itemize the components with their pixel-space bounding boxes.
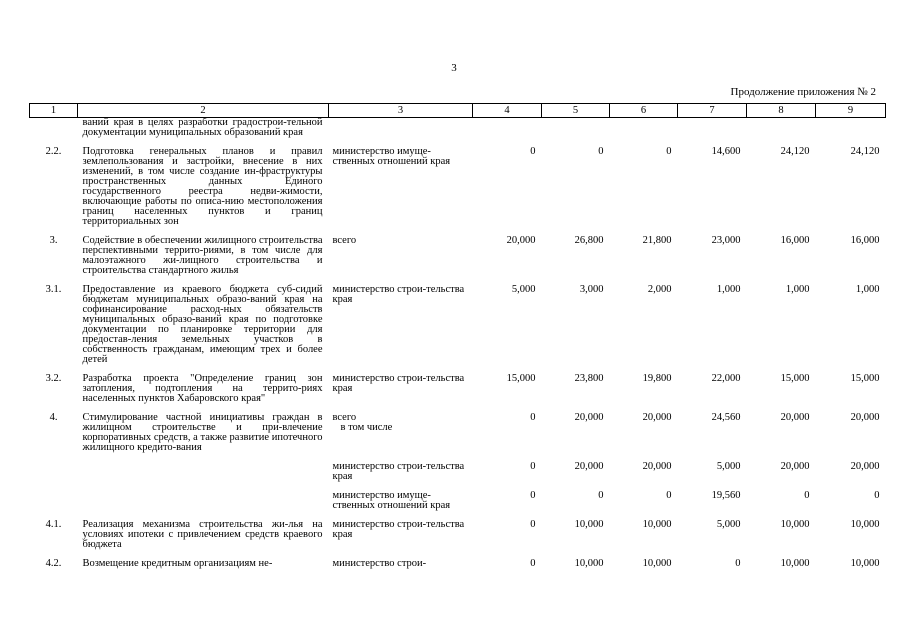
- value-cell: 20,000: [850, 461, 880, 472]
- value-cell: 10,000: [780, 558, 810, 569]
- table-row: [30, 227, 886, 276]
- row-description: Подготовка генеральных планов и правил землепользования и застройки, внесение в них изменений, в том числе создание ин-фраструктуры пространственных данных Единого государственного реестра недви-жимости, включающие работы по описа-нию местоположения границ населенных пунктов и границ территориальных зон: [82, 146, 323, 227]
- value-cell: 20,000: [506, 235, 536, 246]
- row-index: 4.2.: [45, 558, 62, 569]
- value-cell: 24,120: [780, 146, 810, 157]
- value-cell: 23,000: [711, 235, 741, 246]
- row-executor: [329, 511, 473, 550]
- value-cell: 5,000: [511, 284, 536, 295]
- value-cell: 5,000: [716, 519, 741, 530]
- value-cell: 0: [804, 490, 810, 501]
- table-row: [30, 365, 886, 404]
- value-cell: 0: [530, 412, 536, 423]
- value-cell: 20,000: [574, 412, 604, 423]
- value-cell: 16,000: [850, 235, 880, 246]
- value-cell: 14,600: [711, 146, 741, 157]
- executor-label: всего: [332, 235, 357, 246]
- table-row: [30, 482, 886, 511]
- col-header-9: 9: [816, 104, 886, 118]
- row-description: Стимулирование частной инициативы граждан в жилищном строительстве и при-влечение корпоративных средств, а также развитие ипотечного жилищного кредито-вания: [82, 412, 323, 453]
- value-cell: 20,000: [574, 461, 604, 472]
- row-executor: [329, 227, 473, 276]
- row-index: 4.1.: [45, 519, 62, 530]
- value-cell: [542, 118, 610, 139]
- value-cell: 0: [530, 146, 536, 157]
- value-cell: 23,800: [574, 373, 604, 384]
- value-cell: 24,560: [711, 412, 741, 423]
- value-cell: 10,000: [642, 519, 672, 530]
- executor-label: министерство строи-тельства края: [332, 519, 465, 540]
- value-cell: 1,000: [785, 284, 810, 295]
- value-cell: [473, 118, 542, 139]
- row-index: 2.2.: [45, 146, 62, 157]
- value-cell: 10,000: [780, 519, 810, 530]
- value-cell: 0: [530, 519, 536, 530]
- table-row: [30, 138, 886, 227]
- value-cell: 10,000: [642, 558, 672, 569]
- col-header-2: 2: [78, 104, 329, 118]
- executor-sublabel: в том числе: [340, 422, 393, 433]
- value-cell: 10,000: [574, 558, 604, 569]
- value-cell: 22,000: [711, 373, 741, 384]
- page-number: 3: [451, 62, 457, 74]
- value-cell: 20,000: [642, 412, 672, 423]
- col-header-8: 8: [747, 104, 816, 118]
- value-cell: 0: [666, 146, 672, 157]
- row-executor: [329, 365, 473, 404]
- row-index: [30, 482, 78, 511]
- value-cell: 1,000: [716, 284, 741, 295]
- row-description: Содействие в обеспечении жилищного строительства перспективными террито-риями, в том числе для малоэтажного жи-лищного строительства и строительства стандартного жилья: [82, 235, 323, 276]
- row-executor: [329, 404, 473, 453]
- col-header-6: 6: [610, 104, 678, 118]
- value-cell: 2,000: [647, 284, 672, 295]
- executor-label: министерство имуще-ственных отношений края: [332, 490, 451, 511]
- value-cell: 10,000: [850, 519, 880, 530]
- value-cell: 0: [666, 490, 672, 501]
- value-cell: 26,800: [574, 235, 604, 246]
- executor-label: министерство строи-тельства края: [332, 284, 465, 305]
- table-row: [30, 511, 886, 550]
- header-row: [30, 104, 886, 118]
- value-cell: 0: [874, 490, 880, 501]
- value-cell: 0: [530, 490, 536, 501]
- value-cell: [747, 118, 816, 139]
- row-description: [78, 453, 329, 482]
- value-cell: 20,000: [780, 461, 810, 472]
- table-row: [30, 453, 886, 482]
- col-header-5: 5: [542, 104, 610, 118]
- row-executor: [329, 453, 473, 482]
- value-cell: 20,000: [850, 412, 880, 423]
- row-index: 3.1.: [45, 284, 62, 295]
- value-cell: 10,000: [850, 558, 880, 569]
- value-cell: 5,000: [716, 461, 741, 472]
- col-header-7: 7: [678, 104, 747, 118]
- row-index: [30, 453, 78, 482]
- executor-label: министерство имуще-ственных отношений края: [332, 146, 451, 167]
- value-cell: 0: [735, 558, 741, 569]
- row-executor: [329, 482, 473, 511]
- row-description: ваний края в целях разработки градострои-тельной документации муниципальных образований края: [82, 117, 323, 138]
- row-description: Реализация механизма строительства жи-лья на условиях ипотеки с привлечением средств краевого бюджета: [82, 519, 323, 550]
- row-description: Разработка проекта "Определение границ зон затопления, подтопления на террито-риях населенных пунктов Хабаровского края": [82, 373, 323, 404]
- executor-label: всего: [332, 412, 357, 423]
- value-cell: 0: [530, 558, 536, 569]
- row-executor: [329, 276, 473, 365]
- value-cell: 21,800: [642, 235, 672, 246]
- row-executor: [329, 550, 473, 569]
- table-row: [30, 404, 886, 453]
- value-cell: [678, 118, 747, 139]
- value-cell: 24,120: [850, 146, 880, 157]
- value-cell: 15,000: [850, 373, 880, 384]
- row-index: 3.2.: [45, 373, 62, 384]
- row-executor: [329, 118, 473, 139]
- program-table: [29, 103, 885, 569]
- row-index: 3.: [49, 235, 58, 246]
- col-header-1: 1: [30, 104, 78, 118]
- value-cell: 0: [598, 490, 604, 501]
- table-row: [30, 118, 886, 139]
- table-row: [30, 550, 886, 569]
- row-description: [78, 482, 329, 511]
- value-cell: 15,000: [506, 373, 536, 384]
- continuation-caption: Продолжение приложения № 2: [730, 86, 876, 98]
- value-cell: 20,000: [780, 412, 810, 423]
- value-cell: 0: [530, 461, 536, 472]
- value-cell: 19,800: [642, 373, 672, 384]
- col-header-3: 3: [329, 104, 473, 118]
- value-cell: 19,560: [711, 490, 741, 501]
- value-cell: 10,000: [574, 519, 604, 530]
- value-cell: 0: [598, 146, 604, 157]
- row-index: [30, 118, 78, 139]
- value-cell: 15,000: [780, 373, 810, 384]
- table-row: [30, 276, 886, 365]
- row-description: Возмещение кредитным организациям не-: [82, 558, 273, 569]
- executor-label: министерство строи-: [332, 558, 427, 569]
- value-cell: 20,000: [642, 461, 672, 472]
- value-cell: [816, 118, 886, 139]
- value-cell: 1,000: [855, 284, 880, 295]
- executor-label: министерство строи-тельства края: [332, 461, 465, 482]
- row-description: Предоставление из краевого бюджета суб-сидий бюджетам муниципальных образо-ваний края на софинансирование расход-ных обязательств муниципальных образо-ваний края по подготовке документации по планировке территории для предостав-ления земельных участков в собственность гражданам, имеющим трех и более детей: [82, 284, 323, 365]
- row-executor: [329, 138, 473, 227]
- executor-label: министерство строи-тельства края: [332, 373, 465, 394]
- value-cell: 16,000: [780, 235, 810, 246]
- col-header-4: 4: [473, 104, 542, 118]
- value-cell: 3,000: [579, 284, 604, 295]
- row-index: 4.: [49, 412, 58, 423]
- value-cell: [610, 118, 678, 139]
